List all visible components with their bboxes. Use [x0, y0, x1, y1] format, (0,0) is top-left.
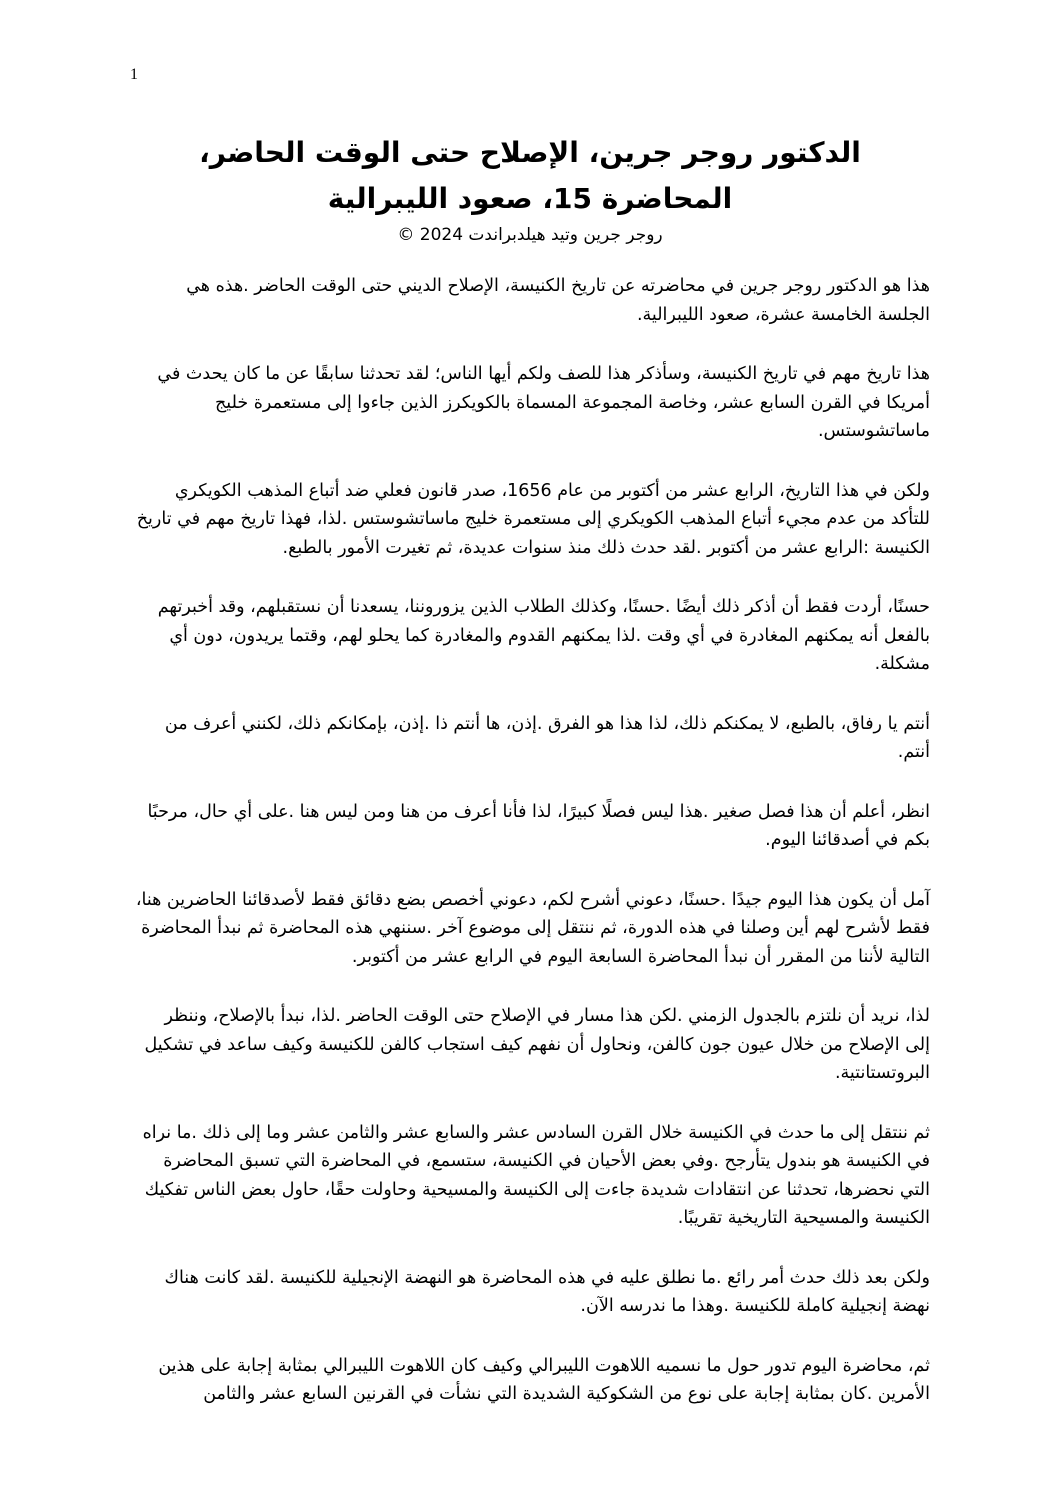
paragraph: آمل أن يكون هذا اليوم جيدًا .حسنًا، دعوني أشرح لكم، دعوني أخصص بضع دقائق فقط لأصدقائنا الحاضرين هنا، فقط لأشرح لهم أين وصلنا في هذه الدورة، ثم ننتقل إلى موضوع آخر .سننهي هذه المحاضرة ثم نبدأ المحاضرة التالية لأننا من المقرر أن نبدأ المحاضرة السابعة اليوم في الرابع عشر من أكتوبر.	[135, 889, 930, 967]
document-body	[135, 272, 930, 1440]
paragraph: هذا هو الدكتور روجر جرين في محاضرته عن تاريخ الكنيسة، الإصلاح الديني حتى الوقت الحاضر .هذه هي الجلسة الخامسة عشرة، صعود الليبرالية.	[186, 276, 930, 325]
paragraph: ثم، محاضرة اليوم تدور حول ما نسميه اللاهوت الليبرالي وكيف كان اللاهوت الليبرالي بمثابة إجابة على هذين الأمرين .كان بمثابة إجابة على نوع من الشكوكية الشديدة التي نشأت في القرنين السابع عشر والثامن	[158, 1355, 930, 1404]
paragraph: ثم ننتقل إلى ما حدث في الكنيسة خلال القرن السادس عشر والسابع عشر والثامن عشر وما إلى ذلك .ما نراه في الكنيسة هو بندول يتأرجح .وفي بعض الأحيان في الكنيسة، ستسمع، في المحاضرة التي تسبق المحاضرة التي نحضرها، تحدثنا عن انتقادات شديدة جاءت إلى الكنيسة والمسيحية وحاولت حقًا، حاول بعض الناس تفكيك الكنيسة والمسيحية التاريخية تقريبًا.	[142, 1122, 930, 1228]
paragraph: انظر، أعلم أن هذا فصل صغير .هذا ليس فصلًا كبيرًا، لذا فأنا أعرف من هنا ومن ليس هنا .على أي حال، مرحبًا بكم في أصدقائنا اليوم.	[147, 801, 930, 850]
paragraph: ولكن في هذا التاريخ، الرابع عشر من أكتوبر من عام 1656، صدر قانون فعلي ضد أتباع المذهب الكويكري للتأكد من عدم مجيء أتباع المذهب الكويكري إلى مستعمرة خليج ماساتشوستس .لذا، فهذا تاريخ مهم في تاريخ الكنيسة :الرابع عشر من أكتوبر .لقد حدث ذلك منذ سنوات عديدة، ثم تغيرت الأمور بالطبع.	[136, 480, 930, 558]
copyright-line: روجر جرين وتيد هيلدبراندت 2024 ©	[397, 225, 663, 245]
paragraph: ولكن بعد ذلك حدث أمر رائع .ما نطلق عليه في هذه المحاضرة هو النهضة الإنجيلية للكنيسة .لقد كانت هناك نهضة إنجيلية كاملة للكنيسة .وهذا ما ندرسه الآن.	[164, 1267, 930, 1316]
page-number: 1	[130, 66, 138, 83]
paragraph: حسنًا، أردت فقط أن أذكر ذلك أيضًا .حسنًا، وكذلك الطلاب الذين يزوروننا، يسعدنا أن نستقبلهم، وقد أخبرتهم بالفعل أنه يمكنهم المغادرة في أي وقت .لذا يمكنهم القدوم والمغادرة كما يحلو لهم، وقتما يريدون، دون أي مشكلة.	[157, 597, 930, 674]
paragraph: لذا، نريد أن نلتزم بالجدول الزمني .لكن هذا مسار في الإصلاح حتى الوقت الحاضر .لذا، نبدأ بالإصلاح، وننظر إلى الإصلاح من خلال عيون جون كالفن، ونحاول أن نفهم كيف استجاب كالفن للكنيسة وكيف ساعد في تشكيل البروتستانتية.	[144, 1006, 930, 1083]
paragraph: هذا تاريخ مهم في تاريخ الكنيسة، وسأذكر هذا للصف ولكم أيها الناس؛ لقد تحدثنا سابقًا عن ما كان يحدث في أمريكا في القرن السابع عشر، وخاصة المجموعة المسماة بالكويكرز الذين جاءوا إلى مستعمرة خليج ماساتشوستس.	[157, 364, 930, 441]
document-title: الدكتور روجر جرين، الإصلاح حتى الوقت الحاضر، المحاضرة 15، صعود الليبرالية	[199, 136, 861, 215]
paragraph: أنتم يا رفاق، بالطبع، لا يمكنكم ذلك، لذا هذا هو الفرق .إذن، ها أنتم ذا .إذن، بإمكانكم ذلك، لكنني أعرف من أنتم.	[164, 713, 930, 762]
